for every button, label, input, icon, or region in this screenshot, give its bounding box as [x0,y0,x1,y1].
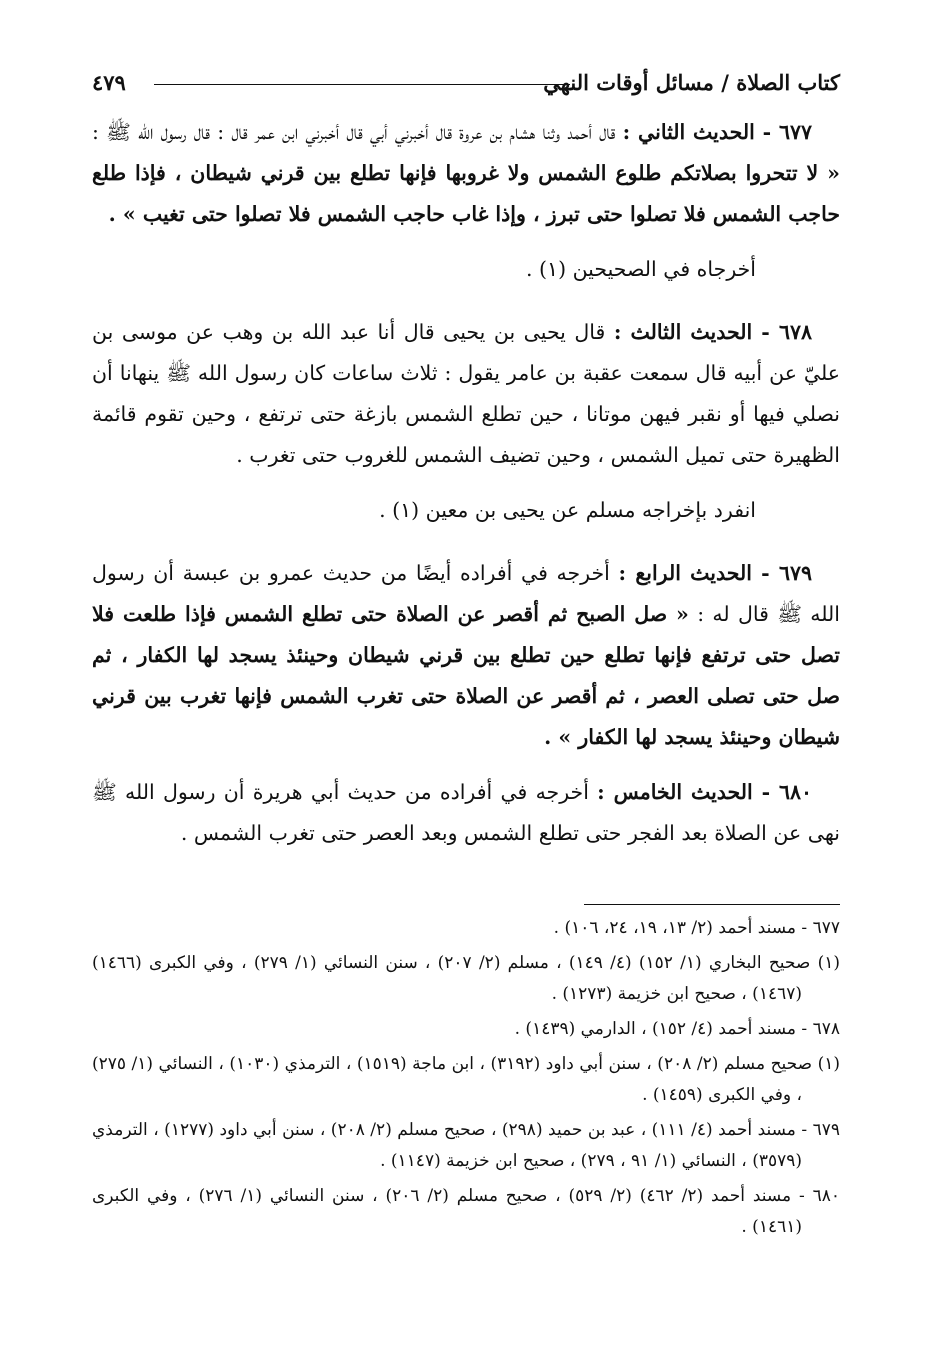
footnote-679: ٦٧٩ - مسند أحمد (٤/ ١١١) ، عبد بن حميد (٢٩٨) ، صحيح مسلم (٢/ ٢٠٨) ، سنن أبي داود (١٢٧٧) ، الترمذي (٣٥٧٩) ، النسائي (١/ ٩١ ، ٢٧٩) ، صحيح ابن خزيمة (١١٤٧) . [92,1120,840,1171]
header-rule [154,84,570,85]
hadith-679-chain: أخرجه في أفراده أيضًا من حديث عمرو بن عبسة أن رسول الله ﷺ قال له : [92,561,840,626]
hadith-677 [92,112,840,235]
footnotes [92,913,840,1247]
hadith-677-chain: قال أحمد وثنا هشام بن عروة قال أخبرني أبي قال أخبرني ابن عمر قال : قال رسول الله ﷺ : [92,120,616,144]
page-number: ٤٧٩ [92,70,126,95]
hadith-680-text: أخرجه في أفراده من حديث أبي هريرة أن رسول الله ﷺ نهى عن الصلاة بعد الفجر حتى تطلع الشمس وبعد العصر حتى تغرب الشمس . [92,780,840,845]
footnote-678-1: (١) صحيح مسلم (٢/ ٢٠٨) ، سنن أبي داود (٣١٩٢) ، ابن ماجة (١٥١٩) ، الترمذي (١٠٣٠) ، النسائي (١/ ٢٧٥) ، وفي الكبرى (١٤٥٩) . [92,1054,840,1105]
hadith-680-label: ٦٨٠ - الحديث الخامس : [597,780,812,804]
takhrij-note-677: أخرجاه في الصحيحين (١) . [526,257,756,281]
hadith-678-label: ٦٧٨ - الحديث الثالث : [613,320,812,344]
header-title: كتاب الصلاة / مسائل أوقات النهي [543,70,840,95]
footnote-680: ٦٨٠ - مسند أحمد (٢/ ٤٦٢) (٢/ ٥٢٩) ، صحيح مسلم (٢/ ٢٠٦) ، سنن النسائي (١/ ٢٧٦) ، وفي الكبرى (١٤٦١) . [92,1186,840,1237]
hadith-679-matn: « صل الصبح ثم أقصر عن الصلاة حتى تطلع الشمس فإذا طلعت فلا تصل حتى ترتفع فإنها تطلع حين تطلع بين قرني شيطان وحينئذ يسجد لها الكفار ، ثم صل حتى تصلى العصر ، ثم أقصر عن الصلاة حتى تغرب الشمس فإنها تغرب بين قرني شيطان وحينئذ يسجد لها الكفار » . [92,602,840,749]
hadith-678-text: قال يحيى بن يحيى قال أنا عبد الله بن وهب عن موسى بن عليّ عن أبيه قال سمعت عقبة بن عامر يقول : ثلاث ساعات كان رسول الله ﷺ ينهانا أن نصلي فيها أو نقبر فيهن موتانا ، حين تطلع الشمس بازغة حتى ترتفع ، وحين تقوم قائمة الظهيرة حتى تميل الشمس ، وحين تضيف الشمس للغروب حتى تغرب . [92,320,840,467]
hadith-679 [92,553,840,758]
hadith-678 [92,312,840,476]
footnote-677: ٦٧٧ - مسند أحمد (٢/ ١٣، ١٩، ٢٤، ١٠٦) . [553,918,840,938]
hadith-677-label: ٦٧٧ - الحديث الثاني : [622,120,812,144]
running-header [92,70,840,104]
footnote-separator [584,904,840,905]
footnote-677-1: (١) صحيح البخاري (١/ ١٥٢) (٤/ ١٤٩) ، مسلم (٢/ ٢٠٧) ، سنن النسائي (١/ ٢٧٩) ، وفي الكبرى (١٤٦٦) (١٤٦٧) ، صحيح ابن خزيمة (١٢٧٣) . [92,953,840,1004]
footnote-678: ٦٧٨ - مسند أحمد (٤/ ١٥٢) ، الدارمي (١٤٣٩) . [514,1019,840,1039]
main-text [92,112,840,868]
hadith-680 [92,772,840,854]
takhrij-note-678: انفرد بإخراجه مسلم عن يحيى بن معين (١) . [379,498,756,522]
hadith-679-label: ٦٧٩ - الحديث الرابع : [618,561,812,585]
hadith-677-matn: « لا تتحروا بصلاتكم طلوع الشمس ولا غروبها فإنها تطلع بين قرني شيطان ، فإذا طلع حاجب الشمس فلا تصلوا حتى تبرز ، وإذا غاب حاجب الشمس فلا تصلوا حتى تغيب » . [92,161,840,226]
